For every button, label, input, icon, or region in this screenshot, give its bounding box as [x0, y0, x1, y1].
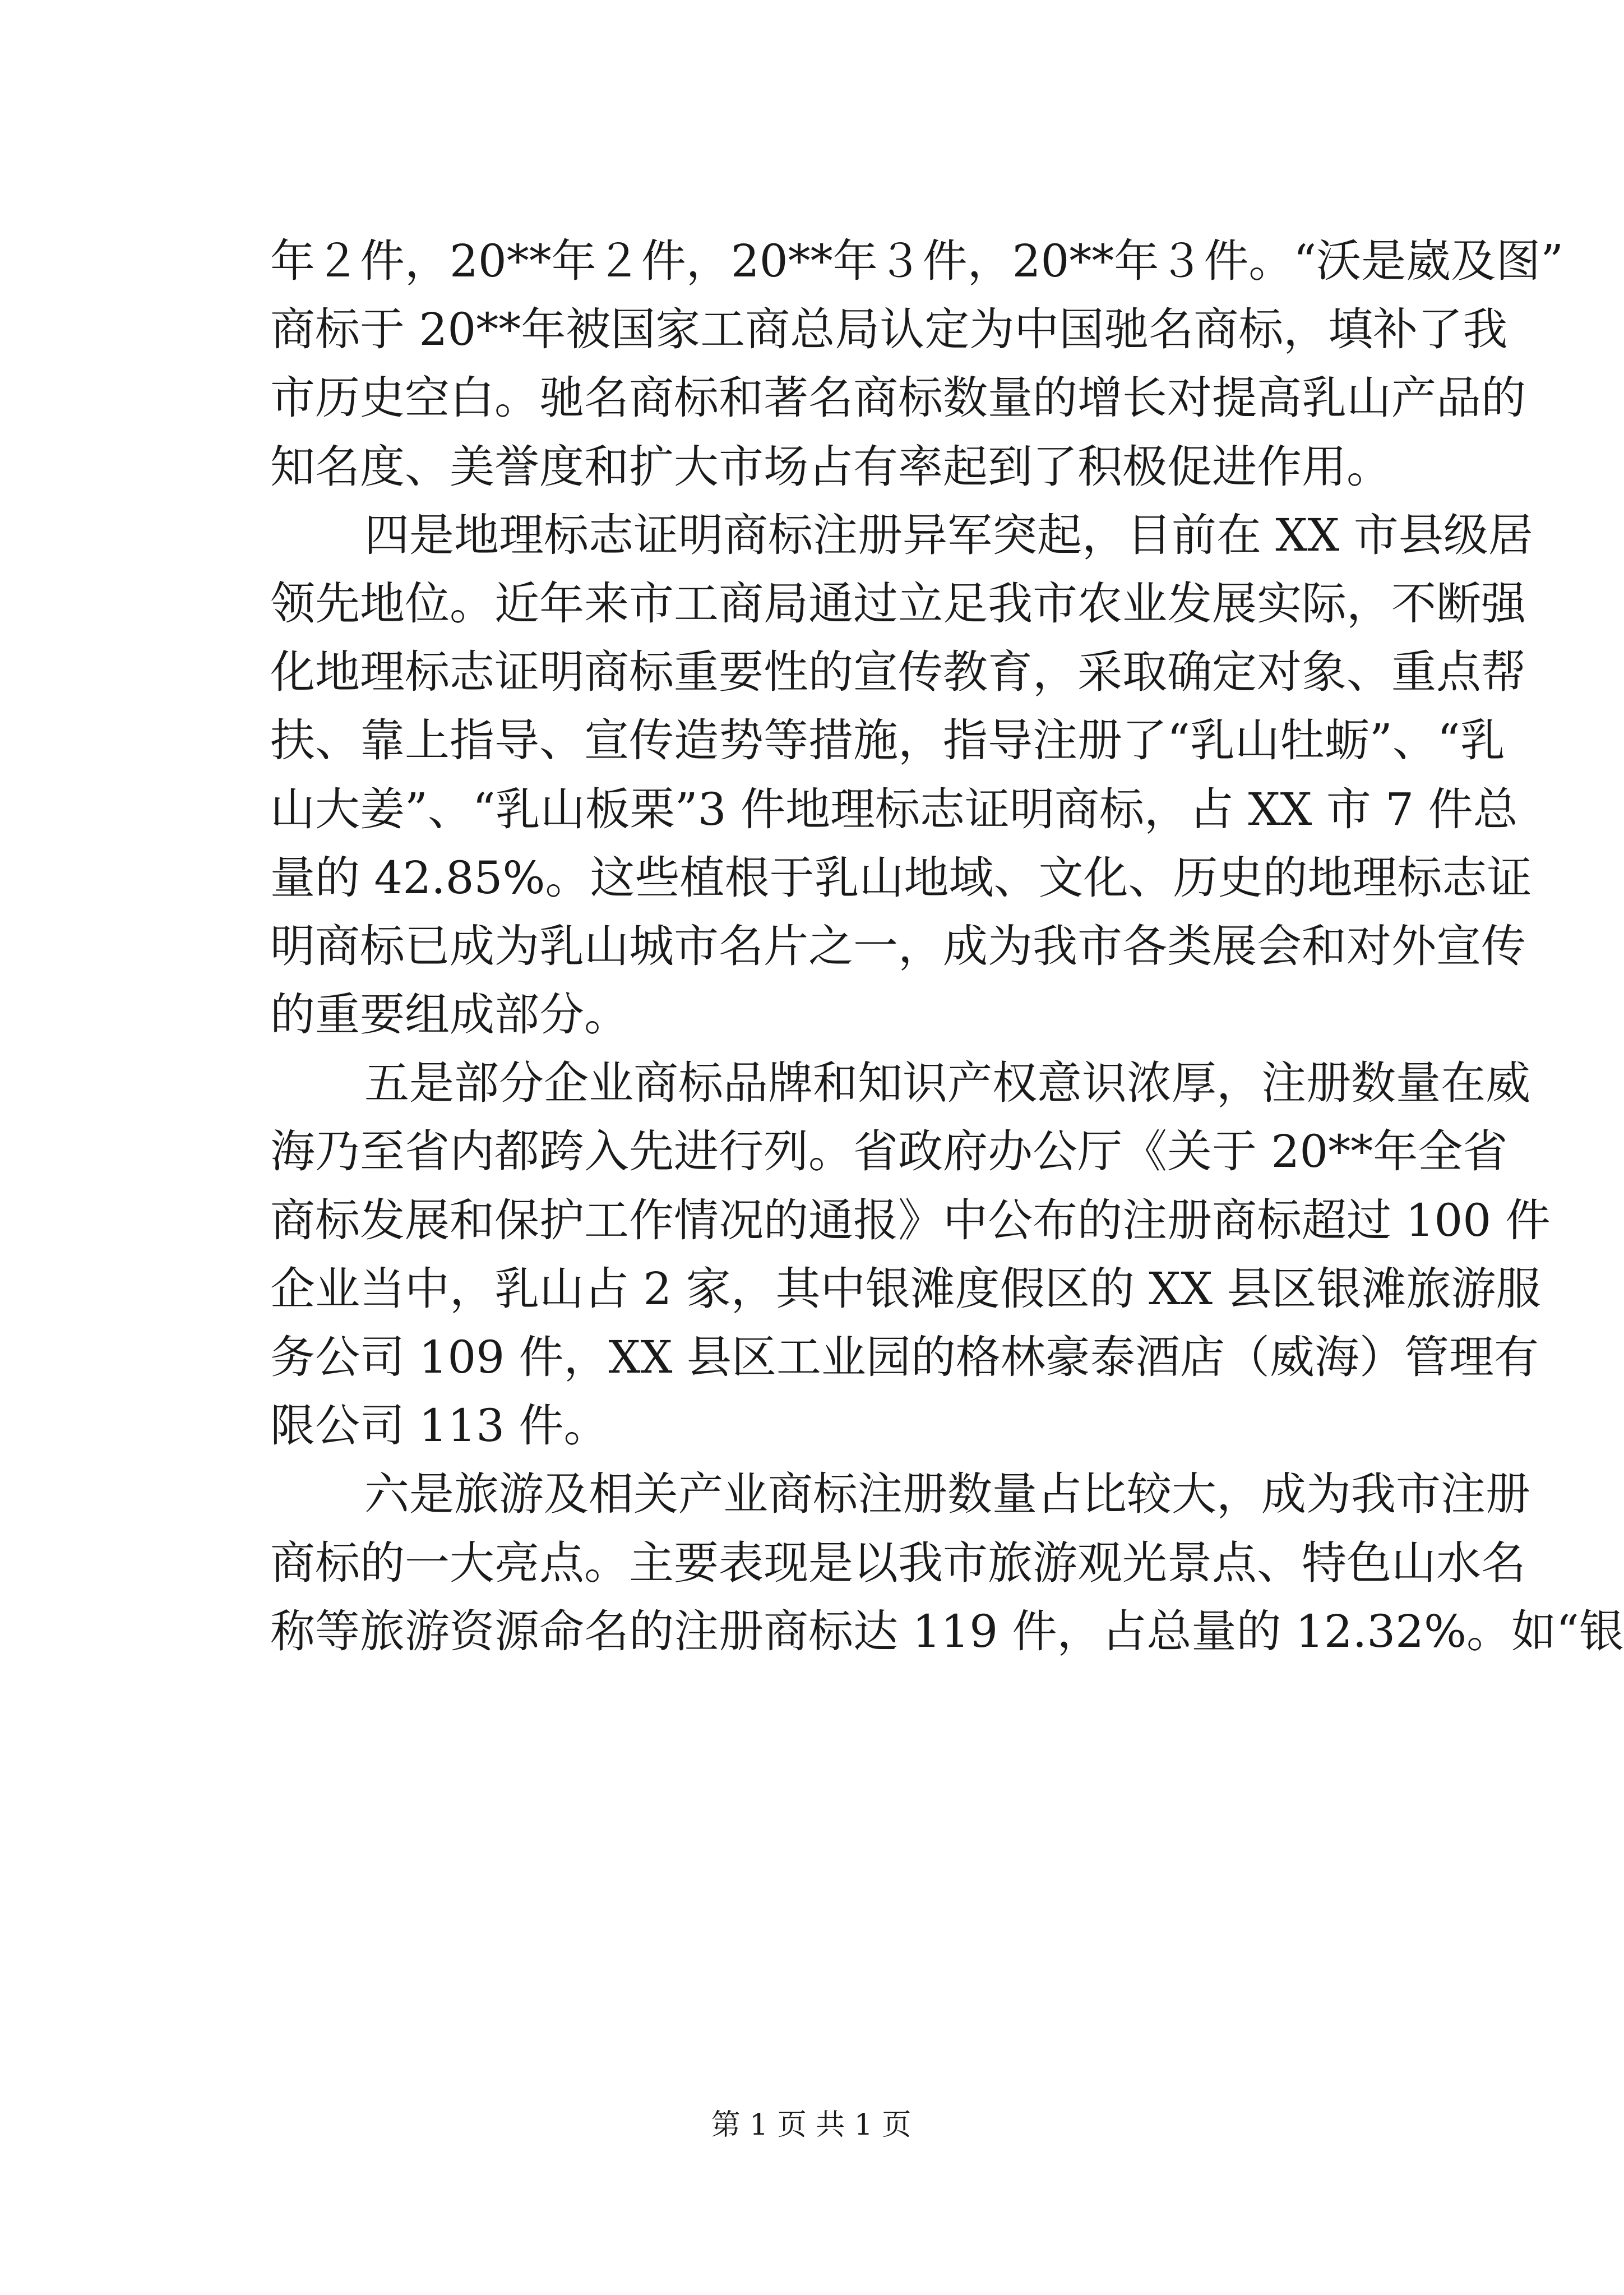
text-line: 商标于 20**年被国家工商总局认定为中国驰名商标，填补了我: [270, 303, 1508, 356]
text-line: 五是部分企业商标品牌和知识产权意识浓厚，注册数量在威: [364, 1057, 1530, 1110]
text-line: 年２件，20**年２件，20**年３件，20**年３件。“沃是崴及图”: [270, 235, 1564, 287]
text-line: 四是地理标志证明商标注册异军突起，目前在 XX 市县级居: [364, 509, 1533, 561]
text-line: 六是旅游及相关产业商标注册数量占比较大，成为我市注册: [364, 1468, 1530, 1521]
text-line: 化地理标志证明商标重要性的宣传教育，采取确定对象、重点帮: [270, 646, 1526, 699]
paragraph-tourism-trademarks: [270, 1460, 1624, 1666]
text-line: 企业当中，乳山占 2 家，其中银滩度假区的 XX 县区银滩旅游服: [270, 1262, 1541, 1315]
paragraph-trademark-growth: [270, 227, 1564, 501]
paragraph-geographic-indication: [270, 501, 1533, 1050]
text-line: 务公司 109 件，XX 县区工业园的格林豪泰酒店（威海）管理有: [270, 1331, 1539, 1383]
page-footer: 第 1 页 共 1 页: [711, 2108, 912, 2142]
text-line: 知名度、美誉度和扩大市场占有率起到了积极促进作用。: [270, 440, 1391, 493]
text-line: 的重要组成部分。: [270, 989, 629, 1041]
document-body: [270, 227, 1624, 1666]
text-line: 市历史空白。驰名商标和著名商标数量的增长对提高乳山产品的: [270, 372, 1526, 424]
paragraph-enterprise-awareness: [270, 1049, 1551, 1460]
text-line: 山大姜”、“乳山板栗”3 件地理标志证明商标，占 XX 市 7 件总: [270, 783, 1518, 835]
text-line: 量的 42.85%。这些植根于乳山地域、文化、历史的地理标志证: [270, 851, 1532, 904]
text-line: 海乃至省内都跨入先进行列。省政府办公厅《关于 20**年全省: [270, 1125, 1508, 1178]
text-line: 商标发展和保护工作情况的通报》中公布的注册商标超过 100 件: [270, 1194, 1551, 1246]
text-line: 限公司 113 件。: [270, 1400, 609, 1452]
text-line: 扶、靠上指导、宣传造势等措施，指导注册了“乳山牡蛎”、“乳: [270, 714, 1505, 767]
text-line: 明商标已成为乳山城市名片之一，成为我市各类展会和对外宣传: [270, 920, 1526, 972]
text-line: 称等旅游资源命名的注册商标达 119 件，占总量的 12.32%。如“银: [270, 1605, 1624, 1657]
text-line: 商标的一大亮点。主要表现是以我市旅游观光景点、特色山水名: [270, 1536, 1526, 1589]
text-line: 领先地位。近年来市工商局通过立足我市农业发展实际，不断强: [270, 577, 1526, 630]
